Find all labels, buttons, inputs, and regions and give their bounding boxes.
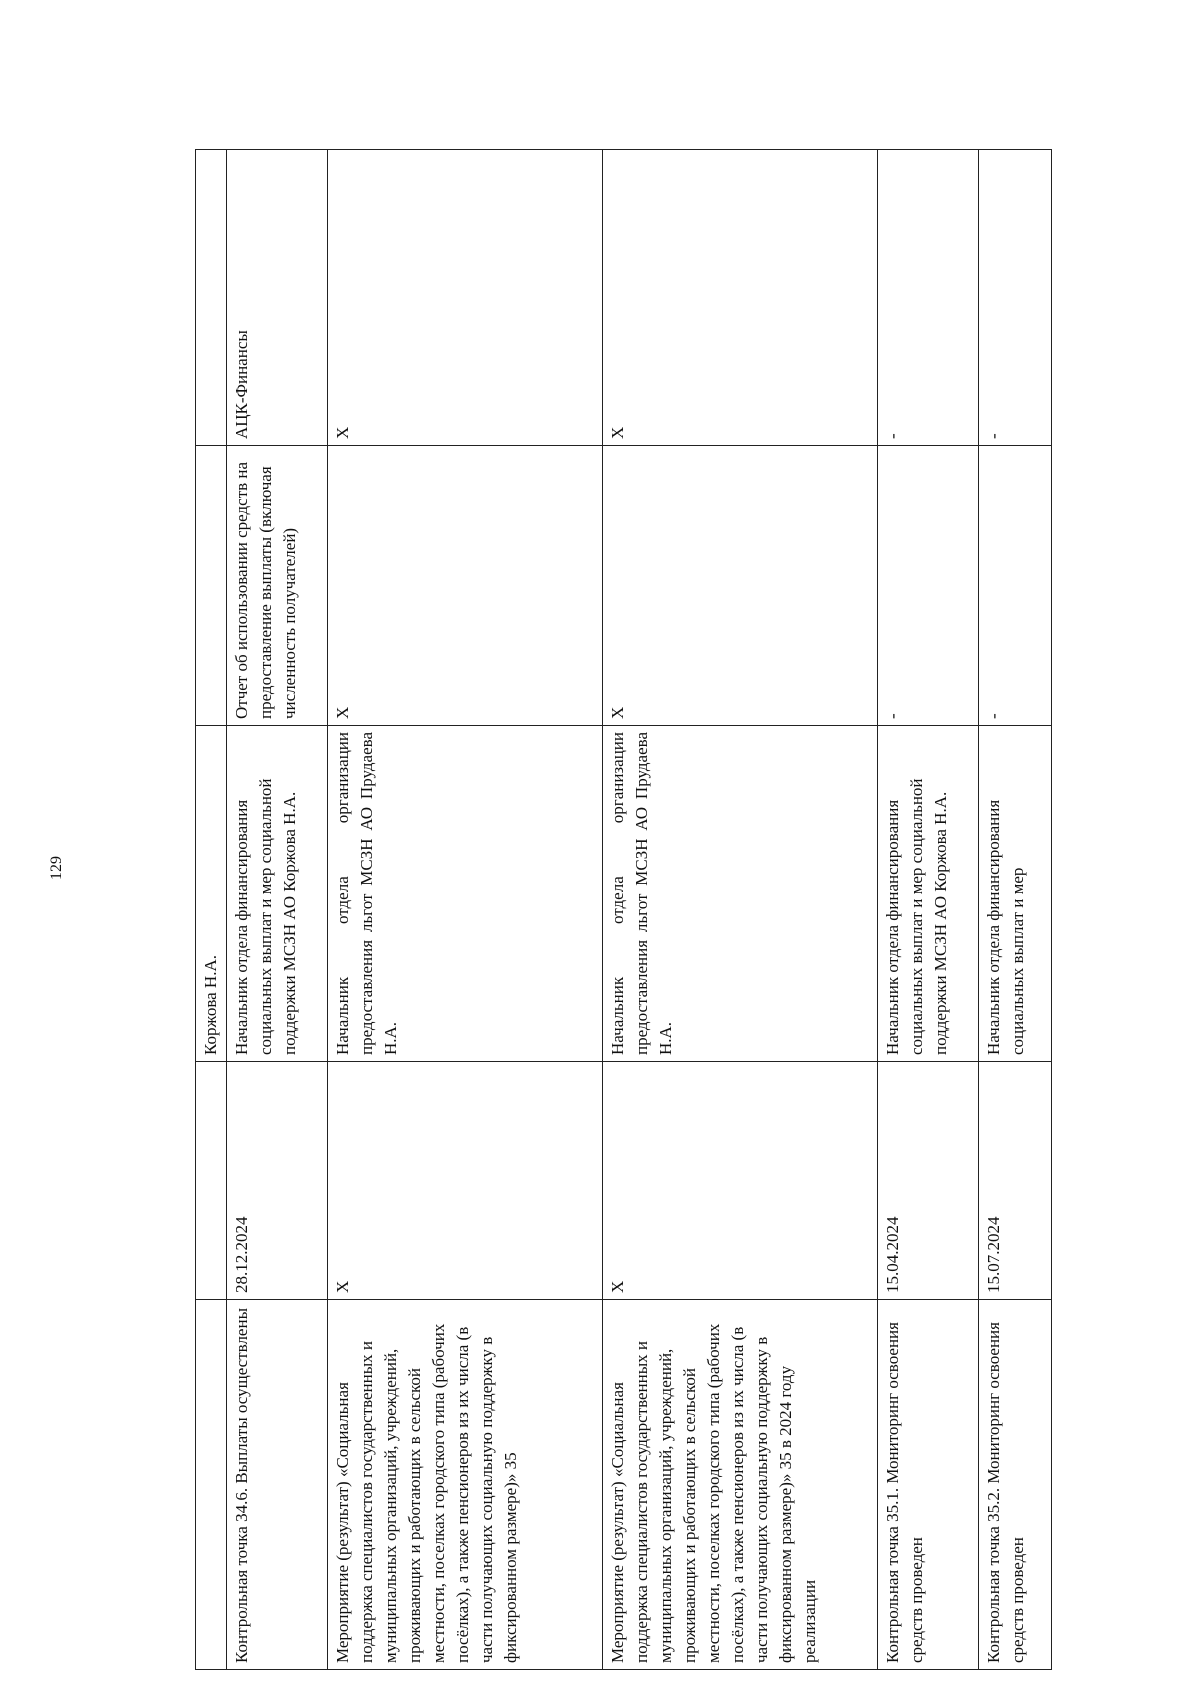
cell-event [196, 1300, 227, 1670]
cell-responsible: Начальник отдела организации предоставления льгот МСЗН АО Прудаева Н.А. [328, 726, 603, 1062]
cell-document: Х [603, 446, 878, 726]
cell-system: Х [603, 150, 878, 446]
cell-document: Отчет об использовании средств на предоставление выплаты (включая численность получателей) [227, 446, 328, 726]
cell-document: - [979, 446, 1052, 726]
cell-system: Х [328, 150, 603, 446]
cell-document [196, 446, 227, 726]
table-row [979, 150, 1052, 1670]
cell-date: 28.12.2024 [227, 1062, 328, 1300]
cell-event: Мероприятие (результат) «Социальная поддержка специалистов государственных и муниципальных организаций, учреждений, проживающих и работающих в сельской местности, поселках городского типа (рабочих посёлках), а также пенсионеров из их числа (в части получающих социальную поддержку в фиксированном размере)» 35 в 2024 году реализации [603, 1300, 878, 1670]
cell-document: - [878, 446, 979, 726]
cell-date: Х [328, 1062, 603, 1300]
page-number: 129 [48, 856, 65, 880]
cell-responsible: Начальник отдела финансирования социальных выплат и мер социальной поддержки МСЗН АО Коржова Н.А. [878, 726, 979, 1062]
cell-responsible: Начальник отдела организации предоставления льгот МСЗН АО Прудаева Н.А. [603, 726, 878, 1062]
table-row [196, 150, 227, 1670]
cell-event: Контрольная точка 35.2. Мониторинг освоения средств проведен [979, 1300, 1052, 1670]
table-row [603, 150, 878, 1670]
cell-responsible: Начальник отдела финансирования социальных выплат и мер [979, 726, 1052, 1062]
cell-date [196, 1062, 227, 1300]
table-row [227, 150, 328, 1670]
cell-system: АЦК-Финансы [227, 150, 328, 446]
cell-responsible: Начальник отдела финансирования социальных выплат и мер социальной поддержки МСЗН АО Коржова Н.А. [227, 726, 328, 1062]
cell-system [196, 150, 227, 446]
cell-event: Мероприятие (результат) «Социальная поддержка специалистов государственных и муниципальных организаций, учреждений, проживающих и работающих в сельской местности, поселках городского типа (рабочих посёлках), а также пенсионеров из их числа (в части получающих социальную поддержку в фиксированном размере)» 35 [328, 1300, 603, 1670]
cell-event: Контрольная точка 35.1. Мониторинг освоения средств проведен [878, 1300, 979, 1670]
cell-system: - [878, 150, 979, 446]
cell-date: 15.07.2024 [979, 1062, 1052, 1300]
cell-responsible: Коржова Н.А. [196, 726, 227, 1062]
table-row [328, 150, 603, 1670]
cell-system: - [979, 150, 1052, 446]
table-row [878, 150, 979, 1670]
control-points-table [195, 149, 1052, 1670]
cell-document: Х [328, 446, 603, 726]
cell-event: Контрольная точка 34.6. Выплаты осуществлены [227, 1300, 328, 1670]
rotated-page-content [195, 150, 1107, 1670]
cell-date: 15.04.2024 [878, 1062, 979, 1300]
cell-date: Х [603, 1062, 878, 1300]
